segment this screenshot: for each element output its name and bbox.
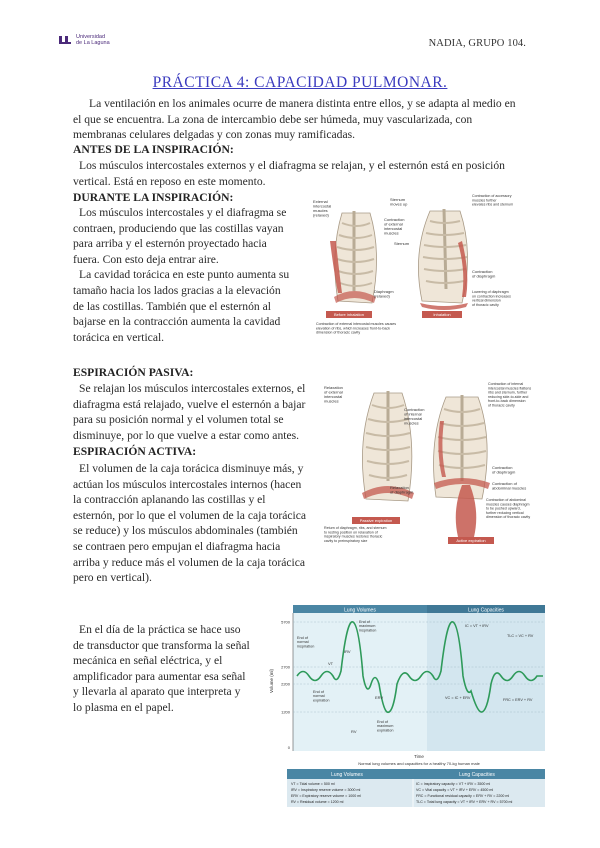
author-header: NADIA, GRUPO 104.	[428, 38, 526, 49]
durante-line: torácica en vertical.	[73, 330, 165, 344]
label-passive: Passive expiration	[359, 518, 393, 524]
table-left-row: VT = Tidal volume = 500 ml	[291, 782, 335, 786]
activa-line: se contraen pero empujan el diafragma hacia	[73, 539, 281, 553]
label-inhalation: Inhalation	[433, 312, 451, 318]
practica-line: y llevarla al aparato que interpreta y	[73, 685, 241, 699]
ann-erv: ERV	[375, 695, 384, 700]
note-left-fig1: Contraction of external intercostal muscles causes elevation of ribs, which increases front-to-back dimension of thoracic cavity	[316, 322, 397, 335]
pasiva-line: diafragma está relajado, vuelve el esternón a bajar	[73, 397, 306, 411]
ann-irv: IRV	[344, 649, 351, 654]
antes-paragraph	[73, 158, 533, 189]
table-right-row: FRC = Functional residual capacity = ERV + RV = 2200 ml	[416, 794, 510, 798]
label-contraction-diaphragm-2: Contraction of diaphragm	[492, 465, 516, 475]
heading-pasiva: ESPIRACIÓN PASIVA:	[73, 366, 194, 379]
logo-text	[76, 34, 110, 46]
intro-line: el que se encuentra. La zona de intercambio debe ser húmeda, muy vascularizada, con	[73, 112, 473, 126]
table-left-row: RV = Residual volume = 1200 ml	[291, 800, 344, 804]
pasiva-line: Se relajan los músculos intercostales externos, el	[79, 382, 306, 395]
ann-end-max-exp: End of maximum expiration	[377, 720, 394, 733]
practica-line: En el día de la práctica se hace uso	[79, 623, 241, 636]
table-header-left: Lung Volumes	[331, 772, 363, 778]
note-bottom-fig2: Return of diaphragm, ribs, and sternum to resting position on relaxation of inspiratory muscles restores thoracic cavity to preinspiratory size	[324, 526, 387, 543]
logo-line-2: de La Laguna	[76, 40, 110, 46]
expiration-figure	[322, 381, 532, 548]
table-header-right: Lung Capacities	[459, 772, 495, 778]
y-tick: 5700	[281, 619, 290, 625]
ann-ic: IC = VT + IRV	[465, 624, 489, 628]
durante-paragraph	[73, 205, 313, 345]
label-before-inhalation: Before inhalation	[333, 312, 365, 318]
label-contraction-int: Contraction of internal intercostal muscles	[404, 407, 425, 426]
practica-line: lo plasma en el papel.	[73, 700, 174, 714]
pasiva-line: disminuye, por lo que vuelve a estar como antes.	[73, 428, 300, 442]
ann-end-max-insp: End of maximum inspiration	[359, 620, 377, 633]
label-sternum: Sternum	[394, 241, 410, 246]
intro-paragraph	[73, 96, 533, 143]
pasiva-paragraph	[73, 381, 323, 443]
logo-line-1: Universidad	[76, 34, 106, 40]
table-right-row: VC = Vital capacity = VT + IRV + ERV = 4500 ml	[416, 788, 494, 792]
antes-line: Los músculos intercostales externos y el diafragma se relajan, y el esternón está en posición	[79, 159, 505, 172]
ann-vc: VC = IC + ERV	[445, 696, 471, 700]
university-logo	[58, 34, 110, 46]
activa-line: la contracción aplanando las costillas y el	[73, 493, 266, 507]
label-diaphragm-relaxed: Diaphragm (relaxed)	[374, 289, 394, 299]
practica-paragraph	[73, 622, 273, 716]
label-contraction-ext: Contraction of external intercostal muscles	[384, 217, 405, 236]
heading-antes: ANTES DE LA INSPIRACIÓN:	[73, 143, 234, 156]
heading-activa: ESPIRACIÓN ACTIVA:	[73, 445, 197, 458]
note-top-fig1: Contraction of accessory muscles further elevates ribs and sternum	[472, 194, 514, 207]
durante-line: Los músculos intercostales y el diafragma se	[79, 206, 287, 219]
chart-caption: Normal lung volumes and capacities for a healthy 70-kg human male	[358, 761, 480, 766]
ribcage-inhalation	[418, 209, 468, 310]
label-abdominal: Contraction of abdominal muscles	[492, 481, 527, 491]
ann-tlc: TLC = VC + RV	[507, 634, 534, 638]
label-sternum-moves: Sternum moves up	[390, 197, 408, 207]
ann-frc: FRC = ERV + RV	[503, 698, 533, 702]
spirogram-figure	[267, 601, 549, 835]
ann-end-normal-exp: End of normal expiration	[313, 690, 330, 703]
ann-end-normal-insp: End of normal inspiration	[297, 636, 315, 649]
practica-line: amplificador para aumentar esa señal	[73, 669, 246, 683]
label-ext-muscles: External intercostal muscles (relaxed)	[313, 199, 332, 218]
ann-rv: RV	[351, 729, 357, 734]
durante-line: contraen, produciendo que las costillas vayan	[73, 221, 284, 235]
ann-vt: VT	[328, 661, 334, 666]
logo-mark-icon	[58, 35, 72, 45]
table-left-row: IRV = Inspiratory reserve volume = 3000 ml	[291, 788, 361, 792]
y-tick: 0	[287, 745, 290, 750]
durante-line: de las costillas. También que el esternón al	[73, 299, 271, 313]
chart-header-right: Lung Capacities	[468, 607, 504, 614]
activa-line: pero en vertical).	[73, 571, 152, 585]
note-top-fig2: Contraction of internal intercostal muscles flattens ribs and sternum, further reducing side-to-side and front-to-back dimension of thoracic cavity	[488, 382, 532, 408]
label-relax-diaphragm: Relaxation of diaphragm	[390, 485, 414, 495]
pasiva-line: para su posición normal y el volumen total se	[73, 413, 284, 427]
activa-line: esternón, por lo que el volumen de la caja torácica	[73, 508, 307, 522]
durante-line: tamaño hacia los lados gracias a la elevación	[73, 283, 281, 297]
table-right-row: IC = Inspiratory capacity = VT + IRV = 3500 ml	[416, 782, 491, 786]
activa-line: se reduce) y los músculos abdominales (también	[73, 524, 298, 538]
intro-line: La ventilación en los animales ocurre de manera distinta entre ellos, y se adapta al medio en	[89, 97, 516, 110]
label-relax-ext: Relaxation of external intercostal muscles	[324, 385, 343, 404]
activa-paragraph	[73, 461, 323, 586]
y-tick: 2200	[281, 681, 290, 687]
durante-line: fuera. Con esto deja entrar aire.	[73, 252, 219, 266]
page-title: PRÁCTICA 4: CAPACIDAD PULMONAR.	[152, 74, 448, 91]
note-bottom-fig1: Lowering of diaphragm on contraction increases vertical dimension of thoracic cavity	[472, 290, 511, 307]
y-tick: 2700	[281, 664, 290, 670]
y-axis-label: Volume (ml)	[269, 668, 274, 694]
practica-line: mecánica en señal eléctrica, y el	[73, 654, 223, 668]
durante-line: para arriba y el esternón proyectado hacia	[73, 237, 267, 251]
durante-line: La cavidad torácica en este punto aumenta su	[79, 268, 290, 282]
activa-line: arriba y reduce más el volumen de la caja torácica	[73, 555, 306, 569]
antes-line: vertical. Está en reposo en este momento.	[73, 174, 266, 188]
label-contraction-diaphragm: Contraction of diaphragm	[472, 269, 496, 279]
practica-line: de transductor que transforma la señal	[73, 638, 250, 652]
intro-line: membranas celulares delgadas y con zonas muy ramificadas.	[73, 128, 356, 142]
activa-line: actúan los músculos intercostales internos (hacen	[73, 477, 302, 491]
heading-durante: DURANTE LA INSPIRACIÓN:	[73, 191, 234, 204]
inspiration-figure	[312, 193, 530, 341]
chart-header-left: Lung Volumes	[344, 607, 376, 614]
durante-line: bajarse en la contracción aumenta la cavidad	[73, 315, 281, 329]
table-right-row: TLC = Total lung capacity = VT + IRV + ERV + RV = 5700 ml	[416, 800, 513, 804]
label-active: Active expiration	[456, 538, 486, 544]
note-right-fig2: Contraction of abdominal muscles causes diaphragm to be pushed upward, further reducing vertical dimension of thoracic cavity	[486, 498, 531, 520]
activa-line: El volumen de la caja torácica disminuye más, y	[79, 462, 304, 475]
table-left-row: ERV = Expiratory reserve volume = 1000 ml	[291, 794, 362, 798]
y-tick: 1200	[281, 709, 290, 715]
x-axis-label: Time	[414, 754, 424, 759]
